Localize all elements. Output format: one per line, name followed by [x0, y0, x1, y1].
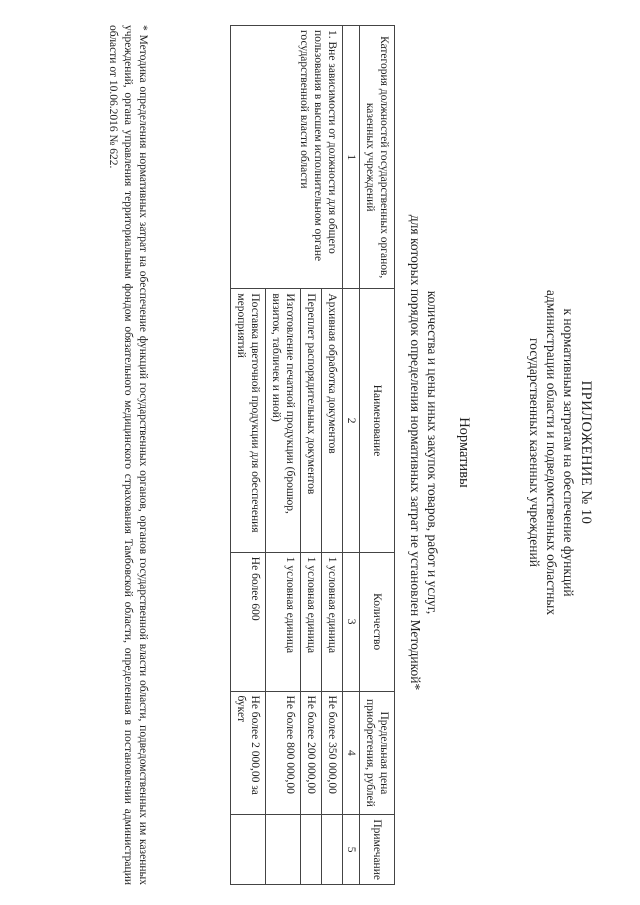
header-quantity: Количество: [360, 552, 395, 691]
column-number: 3: [343, 552, 360, 691]
item-note: [266, 815, 301, 885]
item-price: Не более 200 000,00: [301, 691, 322, 815]
appendix-title: ПРИЛОЖЕНИЕ № 10: [578, 380, 594, 525]
item-name: Переплет распорядительных документов: [301, 289, 322, 552]
item-note: [322, 815, 343, 885]
header-category: Категория должностей государственных органов, казенных учреждений: [360, 26, 395, 289]
item-quantity: 1 условная единица: [301, 552, 322, 691]
document-subtitle-line-2: для которых порядок определения нормативных затрат не установлен Методикой*: [408, 214, 423, 691]
document-title: Нормативы: [456, 417, 472, 488]
table-header-row: [360, 26, 395, 885]
item-note: [301, 815, 322, 885]
item-quantity: 1 условная единица: [322, 552, 343, 691]
item-price: Не более 2 000,00 за букет: [231, 691, 266, 815]
appendix-subtitle-line-2: администрации области и подведомственных областных: [544, 289, 559, 616]
table-row: [322, 26, 343, 885]
appendix-subtitle-line-3: государственных казенных учреждений: [527, 338, 542, 567]
norms-table: [230, 25, 395, 885]
item-note: [231, 815, 266, 885]
item-quantity: 1 условная единица: [266, 552, 301, 691]
item-name: Изготовление печатной продукции (брошюр, визиток, табличек и иной): [266, 289, 301, 552]
appendix-subtitle-line-1: к нормативным затратам на обеспечение функций: [561, 308, 576, 597]
footnote: * Методика определения нормативных затрат на обеспечение функций государственных органов, органов государственной власти области, подведомственных им казенных учреждений, органа управления территориальным фондом обязательного медицинского страхования Тамбовской области, определенная в постановлении администрации области от 10.06.2016 № 622.: [107, 25, 149, 885]
header-price: Предельная цена приобретения, рублей: [360, 691, 395, 815]
document-titles: [407, 0, 472, 905]
item-name: Поставка цветочной продукции для обеспечения мероприятий: [231, 289, 266, 552]
document-subtitle-line-1: количества и цены иных закупок товаров, работ и услуг,: [425, 290, 440, 615]
item-quantity: Не более 600: [231, 552, 266, 691]
header-note: Примечание: [360, 815, 395, 885]
item-name: Архивная обработка документов: [322, 289, 343, 552]
appendix-header: [526, 0, 594, 905]
item-price: Не более 350 000,00: [322, 691, 343, 815]
category-cell: 1. Вне зависимости от должности для общего пользования в высшем исполнительном органе государственной власти области: [231, 26, 343, 289]
item-price: Не более 800 000,00: [266, 691, 301, 815]
column-number: 1: [343, 26, 360, 289]
column-number-row: [343, 26, 360, 885]
column-number: 4: [343, 691, 360, 815]
column-number: 5: [343, 815, 360, 885]
column-number: 2: [343, 289, 360, 552]
header-name: Наименование: [360, 289, 395, 552]
